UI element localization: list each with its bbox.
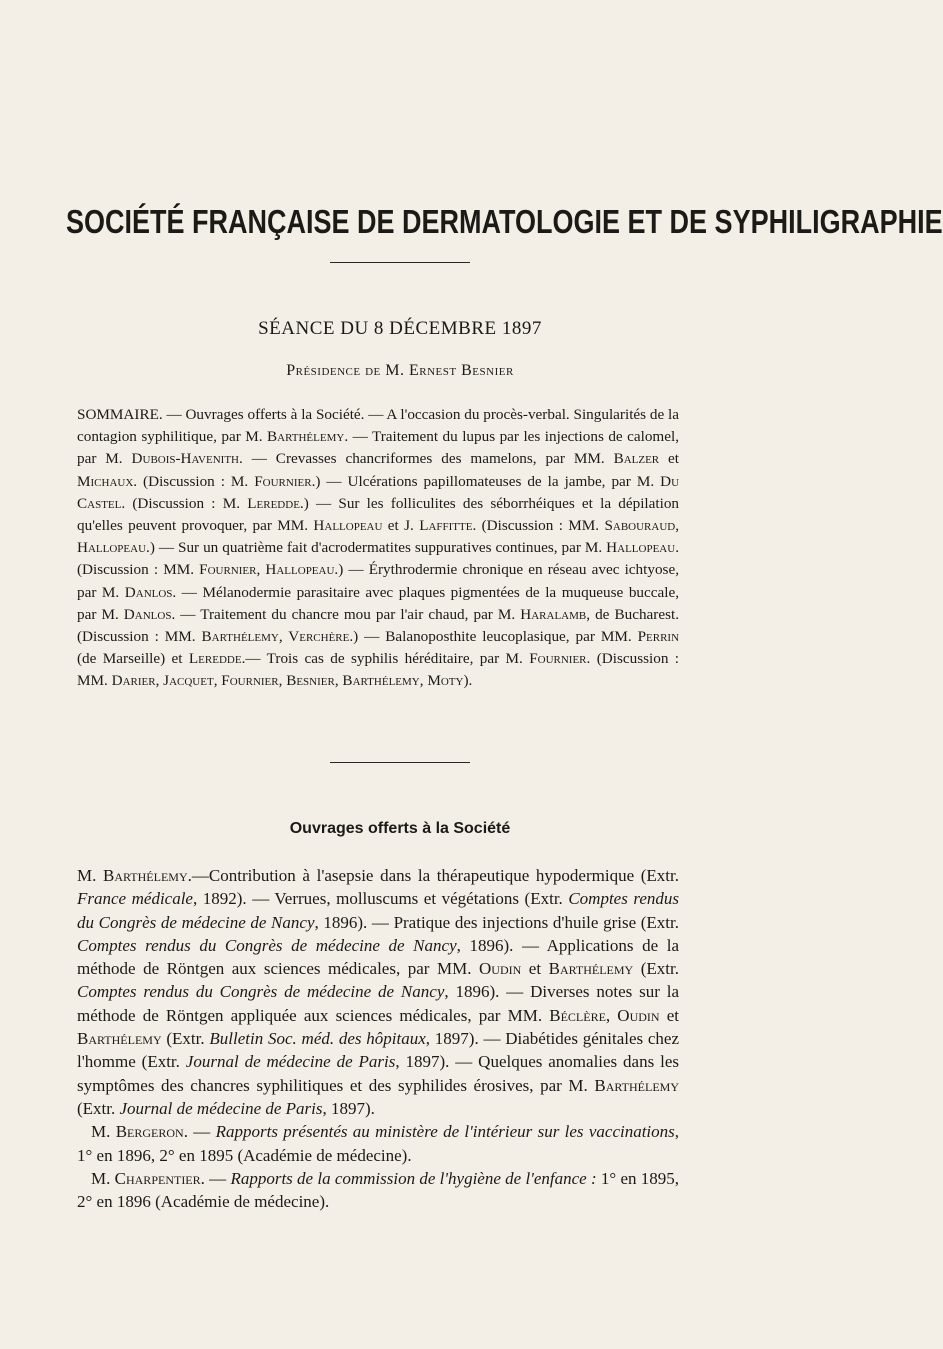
text: (Extr. <box>77 1098 116 1118</box>
author-name: Fournier <box>529 650 587 668</box>
summary-text: , de Bucharest. (Discussion : MM. <box>77 605 679 646</box>
paragraph-bergeron <box>77 1120 679 1167</box>
author-name: Haralamb <box>520 605 587 623</box>
text: (Extr. <box>161 1029 205 1049</box>
author-name: Barthélemy <box>594 1075 679 1095</box>
summary-text: . — Traitement du chancre mou par l'air chaud, par M. <box>171 605 516 623</box>
presidence-prefix: Présidence de M. <box>286 362 405 379</box>
text: , 1896). — Applications de la méthode de Röntgen aux sciences médicales, par MM. <box>77 935 680 979</box>
summary-text: . — Crevasses chancriformes des mamelons, par MM. <box>239 450 605 468</box>
author-name: Danlos <box>123 605 172 623</box>
text: , 1896). — Diverses notes sur la méthode de Röntgen appliquée aux sciences médicales, par MM. <box>77 982 680 1025</box>
author-name: Barthélemy, Verchère <box>201 628 350 646</box>
text: , 1° en 1896, 2° en 1895 (Académie de médecine). <box>77 1122 680 1165</box>
text: , 1897). <box>322 1098 375 1118</box>
page-title: SOCIÉTÉ FRANÇAISE DE DERMATOLOGIE ET DE SYPHILIGRAPHIE <box>66 203 943 241</box>
paragraph-barthelemy <box>77 864 679 1120</box>
divider-rule <box>330 762 470 763</box>
summary-text: ). <box>463 672 473 690</box>
text: .—Contribution à l'asepsie dans la thérapeutique hypodermique (Extr. <box>187 866 680 885</box>
text: . — <box>183 1122 211 1142</box>
author-name: Fournier <box>254 472 312 490</box>
publication-title: Bulletin Soc. méd. des hôpitaux <box>209 1029 426 1049</box>
author-name: Danlos <box>124 583 173 601</box>
text: et <box>659 1005 679 1025</box>
summary-text: . (Discussion : MM. <box>77 539 679 579</box>
summary-text: SOMMAIRE. — Ouvrages offerts à la Société. — A l'occasion du procès-verbal. Singularités de la contagion syphilitique, par M. <box>77 406 679 446</box>
publication-title: Rapports de la commission de l'hygiène de l'enfance : <box>230 1168 597 1188</box>
author-name: Barthélemy <box>77 1029 162 1049</box>
text: . — <box>200 1168 227 1188</box>
section-heading: Ouvrages offerts à la Société <box>289 820 511 837</box>
publication-title: Comptes rendus du Congrès de médecine de Nancy <box>77 982 445 1002</box>
author-name: Dubois-Havenith <box>131 450 239 468</box>
text: M. <box>91 1122 111 1142</box>
author-name: Béclère, Oudin <box>549 1005 660 1025</box>
text: , 1897). — Diabétides génitales chez l'homme (Extr. <box>77 1029 680 1072</box>
presidence-name: Ernest Besnier <box>409 362 514 379</box>
text: et <box>521 959 549 979</box>
summary-text: . — Traitement du lupus par les injections de calomel, par M. <box>77 428 679 468</box>
summary-text: . (Discussion : M. <box>121 494 241 512</box>
summary-text: . — Mélanodermie parasitaire avec plaques pigmentées de la muqueuse buccale, par M. <box>77 583 679 623</box>
summary-text: .— Trois cas de syphilis héréditaire, par M. <box>241 650 523 668</box>
summary-text: . (Discussion : MM. <box>472 517 600 535</box>
author-name: Michaux <box>77 472 134 490</box>
summary-text: .) — Ulcérations papillomateuses de la jambe, par M. <box>311 472 655 490</box>
summary-text: (de Marseille) et <box>77 650 189 668</box>
summary-text: et J. <box>382 517 414 535</box>
author-name: Charpentier <box>114 1168 201 1188</box>
author-name: Laffitte <box>419 517 473 535</box>
author-name: Hallopeau <box>313 517 383 535</box>
author-name: Oudin <box>479 959 522 979</box>
publication-title: Journal de médecine de Paris <box>119 1098 323 1118</box>
author-name: Barthélemy <box>103 866 188 885</box>
author-name: Barthélemy <box>548 959 634 979</box>
text: , 1892). — Verrues, molluscums et végétations (Extr. <box>192 889 563 909</box>
publication-title: Journal de médecine de Paris <box>185 1052 396 1072</box>
author-name: Darier, Jacquet, Fournier, Besnier, Barthélemy, Moty <box>111 672 464 690</box>
author-name: Leredde <box>247 494 300 512</box>
text: M. <box>91 1168 111 1188</box>
summary-text: . (Discussion : M. <box>133 472 249 490</box>
text: 1° en 1895, 2° en 1896 (Académie de médecine). <box>77 1168 680 1212</box>
author-name: Bergeron <box>115 1122 184 1142</box>
summary-text: .) — Balanoposthite leucoplasique, par MM. <box>349 628 632 646</box>
summary-text: .) — Sur un quatrième fait d'acrodermatites suppuratives continues, par M. <box>146 539 603 557</box>
author-name: Perrin <box>637 628 680 646</box>
text: (Extr. <box>633 959 680 979</box>
author-name: Leredde <box>188 650 242 668</box>
author-name: Sabouraud, Hallopeau <box>77 517 680 557</box>
divider-rule <box>330 262 470 263</box>
text: , 1896). — Pratique des injections d'huile grise (Extr. <box>314 912 679 932</box>
author-name: Barthélemy <box>267 428 345 446</box>
text: , 1897). — Quelques anomalies dans les symptômes des chancres syphilitiques et des syphilides érosives, par M. <box>77 1052 679 1095</box>
author-name: Fournier, Hallopeau <box>199 561 335 579</box>
publication-title: Comptes rendus du Congrès de médecine de Nancy <box>77 889 679 932</box>
summary-text: . (Discussion : MM. <box>77 650 680 690</box>
summary-paragraph <box>77 404 679 693</box>
presidence-line <box>0 362 800 380</box>
publication-title: Rapports présentés au ministère de l'intérieur sur les vaccinations <box>215 1122 675 1142</box>
author-name: Balzer <box>613 450 660 468</box>
publication-title: Comptes rendus du Congrès de médecine de Nancy <box>77 935 457 955</box>
author-name: Du Castel <box>77 472 680 512</box>
text: M. <box>77 866 97 885</box>
paragraph-charpentier <box>77 1167 679 1214</box>
summary-text: et <box>659 450 680 468</box>
seance-heading: SÉANCE DU 8 DÉCEMBRE 1897 <box>258 318 542 339</box>
summary-text: .) — Érythrodermie chronique en réseau avec ichtyose, par M. <box>77 561 679 601</box>
author-name: Hallopeau <box>606 539 676 557</box>
body-text <box>77 864 679 1213</box>
publication-title: France médicale <box>77 889 193 909</box>
summary-text: .) — Sur les folliculites des séborrhéiques et la dépilation qu'elles peuvent provoquer, par MM. <box>77 494 680 535</box>
